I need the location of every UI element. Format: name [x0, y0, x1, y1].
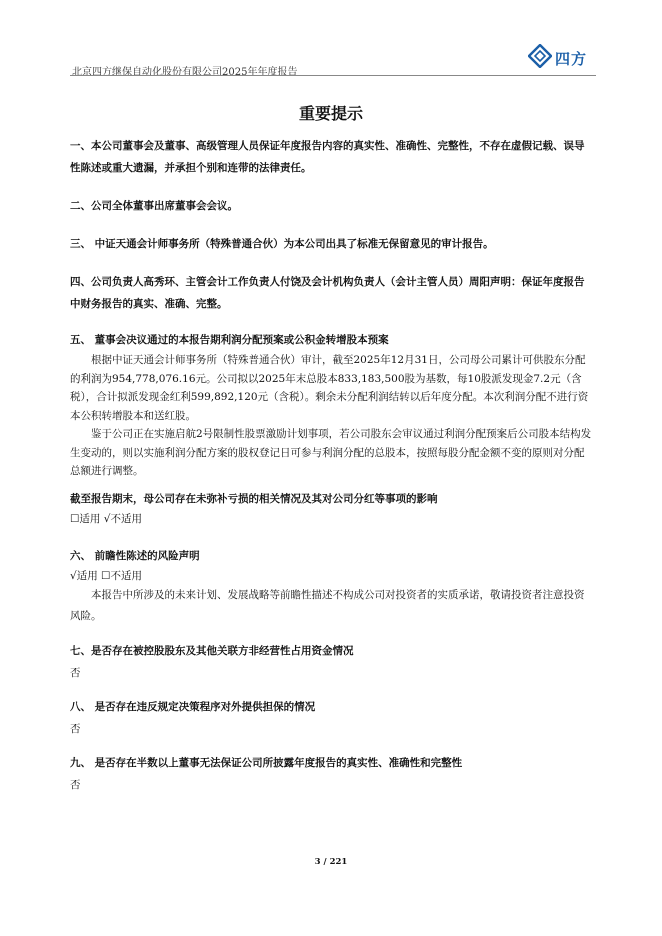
- section-6-applicability: √适用 ☐不适用: [70, 570, 142, 582]
- section-9-heading: 九、 是否存在半数以上董事无法保证公司所披露年度报告的真实性、准确性和完整性: [70, 757, 463, 769]
- section-5-heading: 五、 董事会决议通过的本报告期利润分配预案或公积金转增股本预案: [70, 334, 389, 346]
- loss-section: [70, 488, 594, 528]
- section-9-answer: 否: [70, 779, 81, 791]
- section-4: 四、公司负责人高秀环、主管会计工作负责人付饶及会计机构负责人（会计主管人员）周阳声明：保证年度报告中财务报告的真实、准确、完整。: [70, 276, 585, 310]
- section-8: [70, 696, 594, 740]
- section-5: [70, 329, 594, 481]
- section-1: 一、本公司董事会及董事、高级管理人员保证年度报告内容的真实性、准确性、完整性，不存在虚假记载、误导性陈述或重大遗漏，并承担个别和连带的法律责任。: [70, 140, 585, 174]
- loss-heading: 截至报告期末，母公司存在未弥补亏损的相关情况及其对公司分红等事项的影响: [70, 493, 438, 505]
- section-5-paragraph-2: 鉴于公司正在实施启航2号限制性股票激励计划事项，若公司股东会审议通过利润分配预案后公司股本结构发生变动的，则以实施利润分配方案的股权登记日可参与利润分配的总股本，按照每股分配金额不变的原则对分配总额进行调整。: [70, 428, 592, 477]
- company-logo: [528, 44, 598, 72]
- section-5-paragraph-1: 根据中证天通会计师事务所（特殊普通合伙）审计，截至2025年12月31日，公司母公司累计可供股东分配的利润为954,778,076.16元。公司拟以2025年末总股本833,183,500股为基数，每10股派发现金7.2元（含税），合计拟派发现金红利599,892,120元（含税）。剩余未分配利润结转以后年度分配。本次利润分配不进行资本公积转增股本和送红股。: [70, 354, 589, 422]
- diamond-logo-icon: [528, 44, 552, 68]
- section-8-answer: 否: [70, 723, 81, 735]
- section-7-answer: 否: [70, 667, 81, 679]
- section-8-heading: 八、 是否存在违反规定决策程序对外提供担保的情况: [70, 701, 316, 713]
- section-3: 三、 中证天通会计师事务所（特殊普通合伙）为本公司出具了标准无保留意见的审计报告。: [70, 238, 494, 250]
- logo-wordmark: 四方: [555, 50, 588, 68]
- section-7: [70, 640, 594, 684]
- section-2: 二、公司全体董事出席董事会会议。: [70, 200, 238, 212]
- section-6: [70, 545, 594, 627]
- page-number: 3 / 221: [314, 857, 348, 867]
- section-9: [70, 752, 594, 796]
- section-7-heading: 七、是否存在被控股股东及其他关联方非经营性占用资金情况: [70, 645, 354, 657]
- loss-applicability: ☐适用 √不适用: [70, 513, 142, 525]
- page-title: 重要提示: [298, 104, 363, 123]
- header-divider: [70, 75, 596, 76]
- section-6-paragraph: 本报告中所涉及的未来计划、发展战略等前瞻性描述不构成公司对投资者的实质承诺，敬请投资者注意投资风险。: [70, 589, 585, 622]
- section-6-heading: 六、 前瞻性陈述的风险声明: [70, 550, 200, 562]
- report-title: 北京四方继保自动化股份有限公司2025年年度报告: [72, 67, 298, 78]
